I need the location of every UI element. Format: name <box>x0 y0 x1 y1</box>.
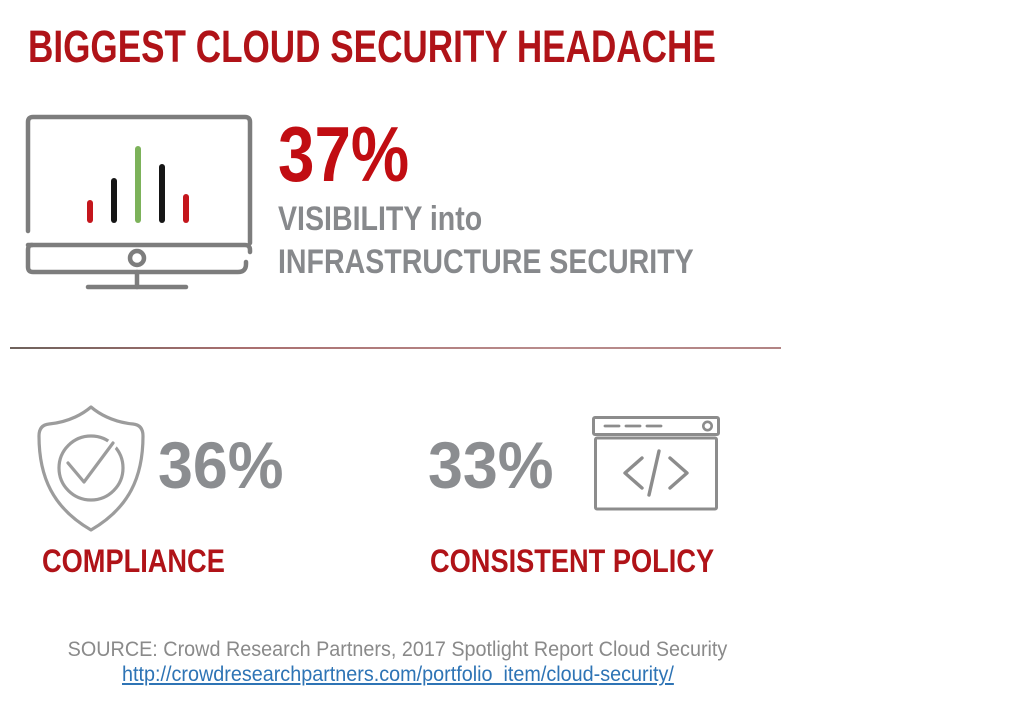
page-title-text: BIGGEST CLOUD SECURITY HEADACHE <box>28 21 716 72</box>
stat-label-visibility-line2: INFRASTRUCTURE SECURITY <box>278 243 694 281</box>
stat-label-visibility-line1: VISIBILITY into <box>278 200 483 238</box>
stat-label-policy: CONSISTENT POLICY <box>430 543 715 579</box>
source-text: SOURCE: Crowd Research Partners, 2017 Spotlight Report Cloud Security <box>67 637 728 661</box>
source-link-row <box>0 662 795 686</box>
divider-line <box>10 347 781 349</box>
stat-label-visibility <box>278 198 773 284</box>
stat-value-compliance: 36% <box>158 428 284 502</box>
monitor-bar-chart-icon <box>24 112 254 297</box>
stat-value-policy: 33% <box>428 428 554 502</box>
stat-value-visibility: 37% <box>278 110 410 198</box>
shield-check-icon <box>32 399 150 537</box>
code-window-icon <box>592 414 720 512</box>
source-link[interactable]: http://crowdresearchpartners.com/portfolio_item/cloud-security/ <box>121 662 674 686</box>
page-title <box>28 21 910 72</box>
stat-label-compliance: COMPLIANCE <box>42 543 225 579</box>
